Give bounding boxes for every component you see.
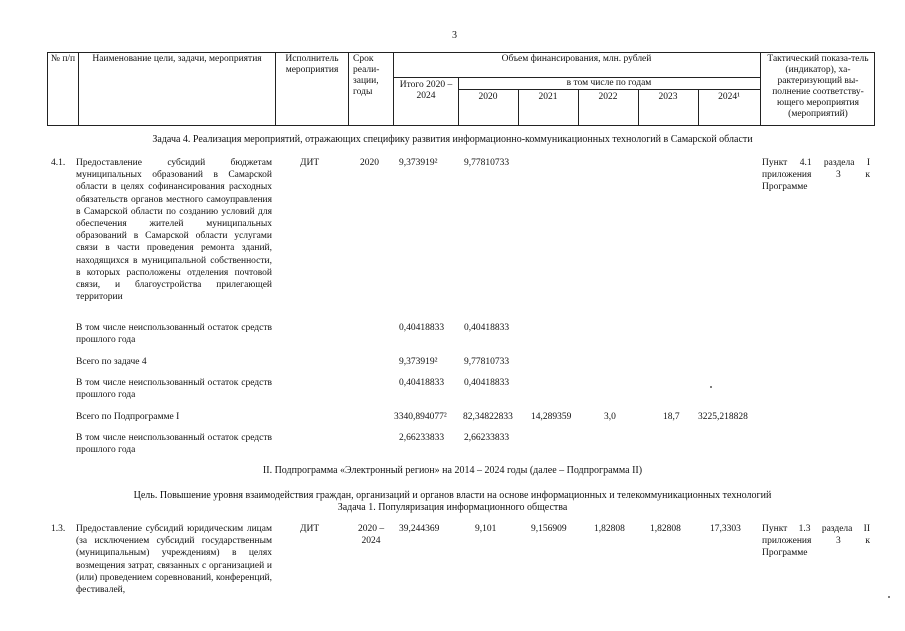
- row41-2020: 9,77810733: [464, 158, 510, 168]
- sub1-rest-total: 2,66233833: [399, 433, 445, 443]
- sub1-sum-2023: 18,7: [663, 412, 680, 422]
- row41-indicator: Пункт 4.1 раздела I приложения 3 к Программе: [762, 158, 870, 193]
- header-year-2022: 2022: [598, 92, 618, 102]
- header-col-no: № п/п: [50, 54, 76, 64]
- sub1-sum-2021: 14,289359: [531, 412, 572, 422]
- row13-no: 1.3.: [51, 524, 66, 534]
- header-col-total: Итого 2020 – 2024: [399, 80, 453, 101]
- header-year-2023: 2023: [658, 92, 678, 102]
- sub1-sum-2020: 82,34822833: [463, 412, 513, 422]
- task4-sum-label: Всего по задаче 4: [76, 357, 147, 367]
- row41-rest-label: В том числе неиспользованный остаток средств прошлого года: [76, 323, 272, 346]
- sub2-title: II. Подпрограмма «Электронный регион» на 2014 – 2024 годы (далее – Подпрограмма II): [262, 465, 643, 476]
- goal-title: Цель. Повышение уровня взаимодействия граждан, организаций и органов власти на основе информационных и телекоммуникационных технологий: [133, 490, 772, 501]
- row41-name: Предоставление субсидий бюджетам муниципальных образований в Самарской области в целях софинансирования расходных обязательств органов местного самоуправления в Самарской области по созданию условий для обеспечения жителей муниципальных образований в Самарской области услугами связи в части проведения ремонта зданий, находящихся в муниципальной собственности, в которых расположены отделения почтовой связи, и благоустройства прилегающей территории: [76, 158, 272, 303]
- scan-speck: [888, 596, 890, 598]
- sub1-sum-2024: 3225,218828: [698, 412, 748, 422]
- task4-rest-2020: 0,40418833: [464, 378, 510, 388]
- row41-term: 2020: [360, 158, 379, 168]
- row13-2022: 1,82808: [594, 524, 625, 534]
- row13-2021: 9,156909: [531, 524, 567, 534]
- row41-total: 9,373919²: [399, 158, 438, 168]
- header-col-volume: Объем финансирования, млн. рублей: [501, 54, 652, 64]
- header-year-2021: 2021: [538, 92, 558, 102]
- row13-2020: 9,101: [475, 524, 497, 534]
- row13-2024: 17,3303: [710, 524, 741, 534]
- header-table: [47, 52, 875, 126]
- task4-sum-total: 9,373919²: [399, 357, 438, 367]
- row13-2023: 1,82808: [650, 524, 681, 534]
- task4-rest-total: 0,40418833: [399, 378, 445, 388]
- task4-rest-label: В том числе неиспользованный остаток средств прошлого года: [76, 378, 272, 401]
- row41-rest-2020: 0,40418833: [464, 323, 510, 333]
- sub1-sum-total: 3340,894077²: [394, 412, 447, 422]
- task4-title: Задача 4. Реализация мероприятий, отражающих специфику развития информационно-коммуникационных технологий в Самарской области: [152, 134, 753, 145]
- row13-indicator: Пункт 1.3 раздела II приложения 3 к Программе: [762, 524, 870, 559]
- row41-rest-total: 0,40418833: [399, 323, 445, 333]
- header-year-2024: 2024¹: [718, 92, 740, 102]
- sub1-sum-label: Всего по Подпрограмме I: [76, 412, 180, 422]
- header-col-term: Срок реали-зации, годы: [353, 54, 380, 97]
- page-number: 3: [452, 30, 457, 41]
- header-year-2020: 2020: [478, 92, 498, 102]
- row41-no: 4.1.: [51, 158, 66, 168]
- sub1-rest-2020: 2,66233833: [464, 433, 510, 443]
- task1-title: Задача 1. Популяризация информационного общества: [337, 502, 568, 513]
- row41-exec: ДИТ: [300, 158, 320, 168]
- row13-term: 2020 – 2024: [357, 524, 385, 547]
- task4-sum-2020: 9,77810733: [464, 357, 510, 367]
- header-col-exec: Исполнитель мероприятия: [285, 54, 339, 75]
- sub1-rest-label: В том числе неиспользованный остаток средств прошлого года: [76, 433, 272, 456]
- row13-exec: ДИТ: [300, 524, 320, 534]
- header-col-by-years: в том числе по годам: [566, 78, 652, 88]
- sub1-sum-2022: 3,0: [604, 412, 616, 422]
- row13-total: 39,244369: [399, 524, 440, 534]
- header-col-name: Наименование цели, задачи, мероприятия: [92, 54, 262, 64]
- header-col-indicator: Тактический показа-тель (индикатор), ха-рактеризующий вы-полнение соответству-ющего мероприятия (мероприятий): [767, 54, 869, 119]
- scan-speck: [710, 386, 712, 388]
- row13-name: Предоставление субсидий юридическим лицам (за исключением субсидий государственным (муниципальным) учреждениям) в целях возмещения затрат, связанных с организацией и (или) проведением соревнований, конференций, фестивалей,: [76, 524, 272, 596]
